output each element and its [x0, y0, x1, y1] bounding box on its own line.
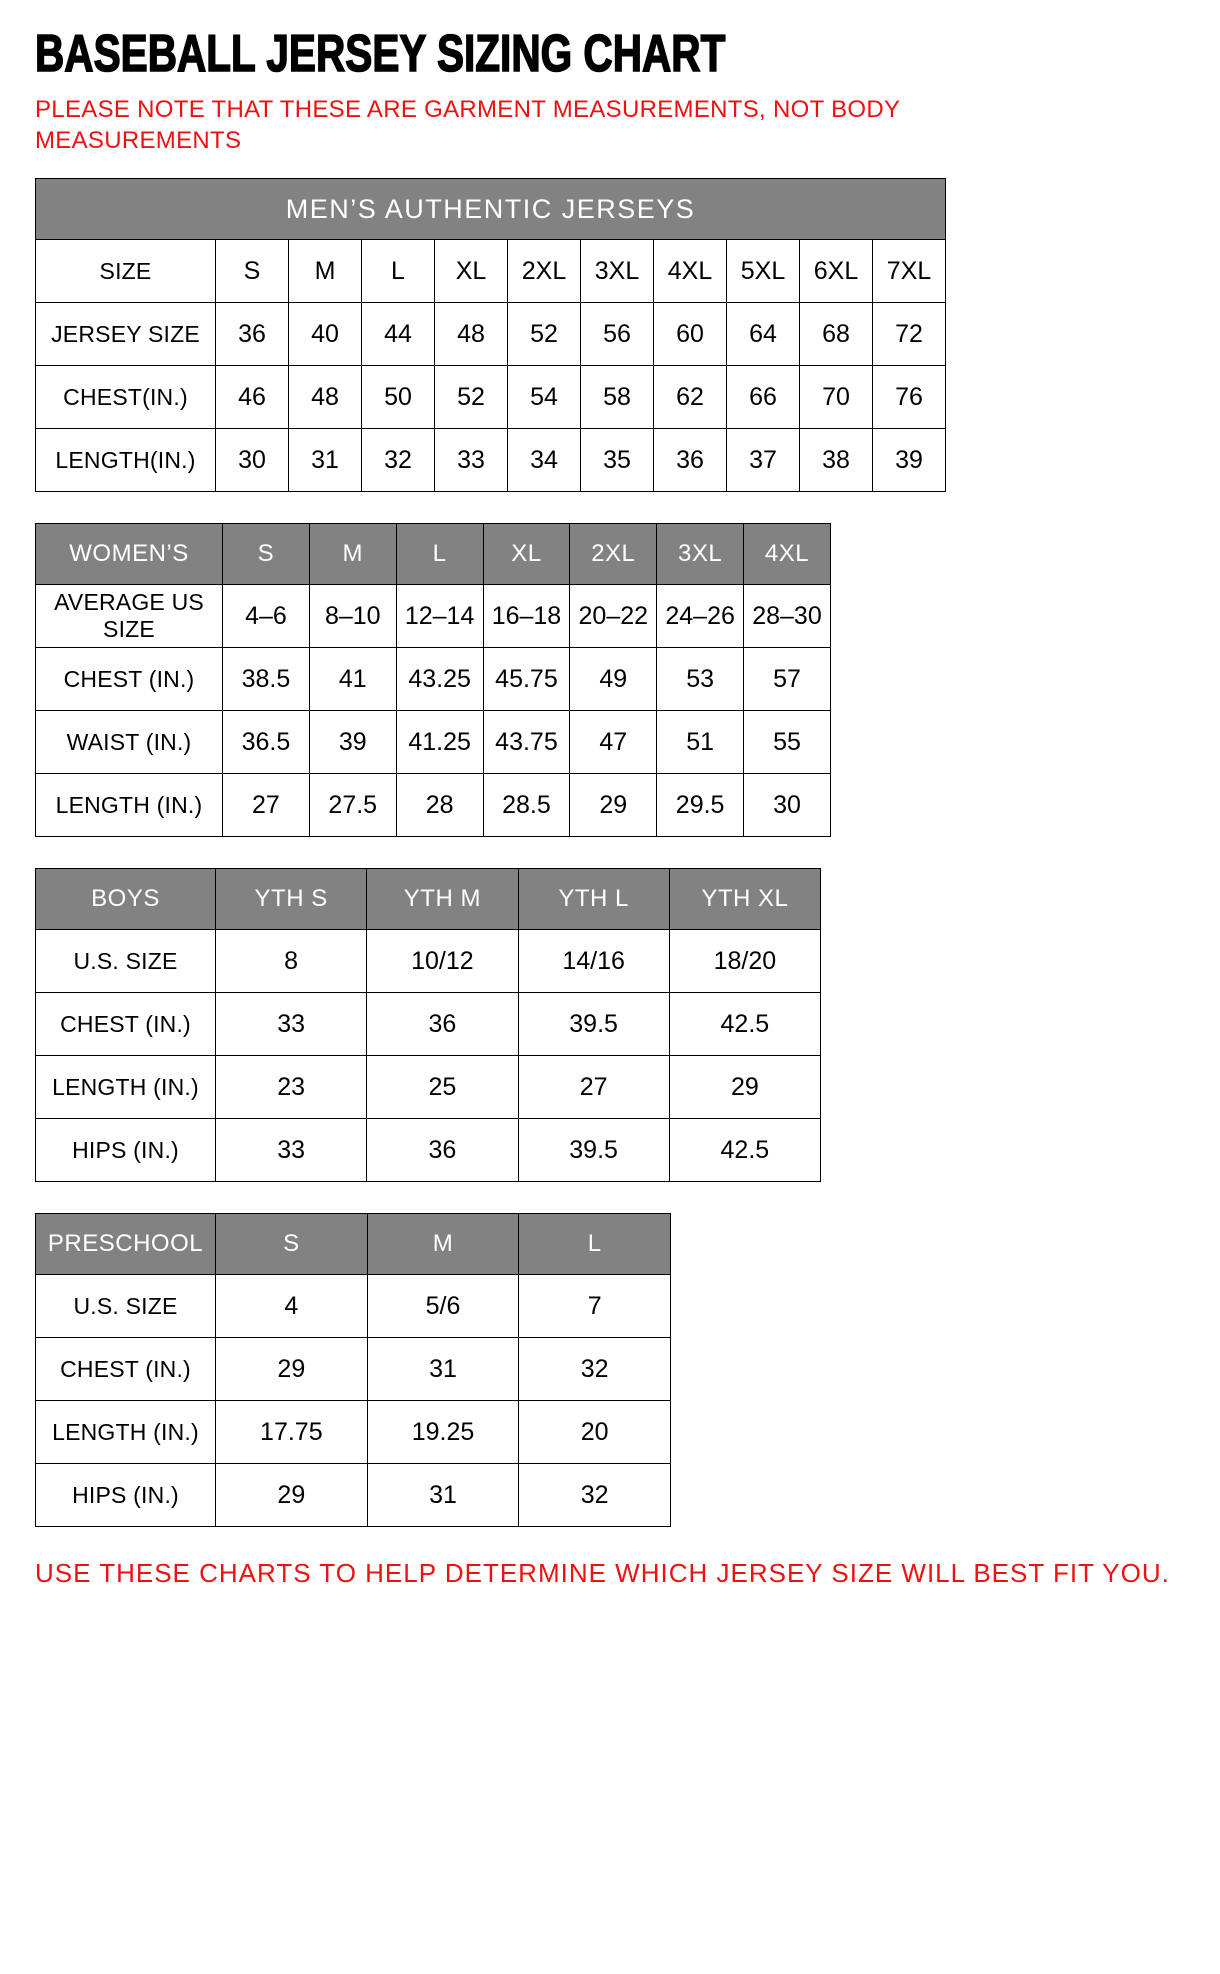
value-cell: 8–10	[309, 585, 396, 648]
header-size-cell: YTH M	[367, 869, 518, 930]
value-cell: 3XL	[581, 240, 654, 303]
table-header-row	[36, 869, 821, 930]
table-title: MEN’S AUTHENTIC JERSEYS	[36, 179, 946, 240]
value-cell: 35	[581, 429, 654, 492]
row-label: WAIST (IN.)	[36, 711, 223, 774]
value-cell: 58	[581, 366, 654, 429]
value-cell: 40	[289, 303, 362, 366]
value-cell: 62	[654, 366, 727, 429]
row-label: LENGTH (IN.)	[36, 1401, 216, 1464]
value-cell: 41.25	[396, 711, 483, 774]
value-cell: 45.75	[483, 648, 570, 711]
value-cell: 52	[508, 303, 581, 366]
mens-authentic-jerseys-table	[35, 178, 946, 492]
header-size-cell: L	[396, 524, 483, 585]
table-row	[36, 1119, 821, 1182]
boys-jerseys-table	[35, 868, 821, 1182]
header-size-cell: S	[216, 1214, 368, 1275]
value-cell: 32	[519, 1464, 671, 1527]
table-row	[36, 303, 946, 366]
value-cell: 20–22	[570, 585, 657, 648]
value-cell: 66	[727, 366, 800, 429]
value-cell: 36.5	[223, 711, 310, 774]
header-label: BOYS	[36, 869, 216, 930]
value-cell: 27.5	[309, 774, 396, 837]
value-cell: 51	[657, 711, 744, 774]
value-cell: 4–6	[223, 585, 310, 648]
value-cell: 52	[435, 366, 508, 429]
value-cell: 27	[223, 774, 310, 837]
table-row	[36, 1275, 671, 1338]
value-cell: 28–30	[744, 585, 831, 648]
value-cell: 7XL	[873, 240, 946, 303]
table-row	[36, 429, 946, 492]
value-cell: 46	[216, 366, 289, 429]
value-cell: 56	[581, 303, 654, 366]
header-label: WOMEN’S	[36, 524, 223, 585]
value-cell: 12–14	[396, 585, 483, 648]
value-cell: 4XL	[654, 240, 727, 303]
value-cell: 36	[367, 993, 518, 1056]
value-cell: 64	[727, 303, 800, 366]
row-label: CHEST(IN.)	[36, 366, 216, 429]
value-cell: XL	[435, 240, 508, 303]
table-row	[36, 930, 821, 993]
header-size-cell: L	[519, 1214, 671, 1275]
sizing-tables-container	[35, 178, 1185, 1527]
value-cell: 36	[216, 303, 289, 366]
value-cell: 8	[216, 930, 367, 993]
value-cell: 39.5	[518, 993, 669, 1056]
value-cell: 60	[654, 303, 727, 366]
value-cell: 33	[216, 993, 367, 1056]
value-cell: 28.5	[483, 774, 570, 837]
table-row	[36, 1401, 671, 1464]
value-cell: 43.75	[483, 711, 570, 774]
header-size-cell: S	[223, 524, 310, 585]
table-row	[36, 1338, 671, 1401]
table-header-row	[36, 524, 831, 585]
value-cell: 19.25	[367, 1401, 519, 1464]
value-cell: 5/6	[367, 1275, 519, 1338]
value-cell: 43.25	[396, 648, 483, 711]
value-cell: 32	[519, 1338, 671, 1401]
header-size-cell: YTH XL	[669, 869, 820, 930]
table-row	[36, 1464, 671, 1527]
table-row	[36, 774, 831, 837]
table-row	[36, 1056, 821, 1119]
value-cell: 4	[216, 1275, 368, 1338]
value-cell: 5XL	[727, 240, 800, 303]
row-label: U.S. SIZE	[36, 930, 216, 993]
value-cell: 29	[669, 1056, 820, 1119]
value-cell: 10/12	[367, 930, 518, 993]
value-cell: 33	[435, 429, 508, 492]
header-size-cell: 3XL	[657, 524, 744, 585]
value-cell: 17.75	[216, 1401, 368, 1464]
value-cell: L	[362, 240, 435, 303]
row-label: LENGTH (IN.)	[36, 1056, 216, 1119]
value-cell: 29	[216, 1464, 368, 1527]
value-cell: 57	[744, 648, 831, 711]
row-label: AVERAGE US SIZE	[36, 585, 223, 648]
value-cell: 48	[289, 366, 362, 429]
table-row	[36, 993, 821, 1056]
header-size-cell: M	[309, 524, 396, 585]
value-cell: 36	[654, 429, 727, 492]
value-cell: 36	[367, 1119, 518, 1182]
table-row	[36, 711, 831, 774]
value-cell: 49	[570, 648, 657, 711]
table-row	[36, 648, 831, 711]
value-cell: 24–26	[657, 585, 744, 648]
value-cell: 37	[727, 429, 800, 492]
value-cell: 25	[367, 1056, 518, 1119]
value-cell: 50	[362, 366, 435, 429]
value-cell: S	[216, 240, 289, 303]
value-cell: 41	[309, 648, 396, 711]
table-row	[36, 366, 946, 429]
value-cell: 7	[519, 1275, 671, 1338]
womens-jerseys-table	[35, 523, 831, 837]
value-cell: 53	[657, 648, 744, 711]
row-label: CHEST (IN.)	[36, 993, 216, 1056]
value-cell: 29.5	[657, 774, 744, 837]
value-cell: 28	[396, 774, 483, 837]
value-cell: 20	[519, 1401, 671, 1464]
value-cell: 32	[362, 429, 435, 492]
value-cell: 29	[570, 774, 657, 837]
value-cell: 31	[367, 1464, 519, 1527]
value-cell: 23	[216, 1056, 367, 1119]
value-cell: 34	[508, 429, 581, 492]
value-cell: 39	[873, 429, 946, 492]
value-cell: 42.5	[669, 1119, 820, 1182]
value-cell: 38	[800, 429, 873, 492]
header-size-cell: YTH L	[518, 869, 669, 930]
value-cell: 44	[362, 303, 435, 366]
header-size-cell: YTH S	[216, 869, 367, 930]
header-size-cell: 4XL	[744, 524, 831, 585]
value-cell: 48	[435, 303, 508, 366]
page-title: BASEBALL JERSEY SIZING CHART	[35, 25, 726, 83]
row-label: SIZE	[36, 240, 216, 303]
table-row	[36, 240, 946, 303]
row-label: CHEST (IN.)	[36, 648, 223, 711]
preschool-jerseys-table	[35, 1213, 671, 1527]
value-cell: 31	[367, 1338, 519, 1401]
row-label: LENGTH (IN.)	[36, 774, 223, 837]
value-cell: 68	[800, 303, 873, 366]
row-label: HIPS (IN.)	[36, 1464, 216, 1527]
value-cell: 70	[800, 366, 873, 429]
value-cell: 33	[216, 1119, 367, 1182]
value-cell: 30	[216, 429, 289, 492]
row-label: JERSEY SIZE	[36, 303, 216, 366]
value-cell: 76	[873, 366, 946, 429]
value-cell: 2XL	[508, 240, 581, 303]
value-cell: 6XL	[800, 240, 873, 303]
value-cell: M	[289, 240, 362, 303]
value-cell: 27	[518, 1056, 669, 1119]
row-label: CHEST (IN.)	[36, 1338, 216, 1401]
header-label: PRESCHOOL	[36, 1214, 216, 1275]
value-cell: 39	[309, 711, 396, 774]
value-cell: 18/20	[669, 930, 820, 993]
value-cell: 42.5	[669, 993, 820, 1056]
value-cell: 14/16	[518, 930, 669, 993]
value-cell: 29	[216, 1338, 368, 1401]
value-cell: 30	[744, 774, 831, 837]
value-cell: 72	[873, 303, 946, 366]
value-cell: 39.5	[518, 1119, 669, 1182]
table-header-row	[36, 1214, 671, 1275]
value-cell: 16–18	[483, 585, 570, 648]
header-size-cell: 2XL	[570, 524, 657, 585]
footer-note: USE THESE CHARTS TO HELP DETERMINE WHICH JERSEY SIZE WILL BEST FIT YOU.	[35, 1558, 1170, 1589]
header-size-cell: M	[367, 1214, 519, 1275]
value-cell: 31	[289, 429, 362, 492]
value-cell: 38.5	[223, 648, 310, 711]
value-cell: 54	[508, 366, 581, 429]
row-label: LENGTH(IN.)	[36, 429, 216, 492]
row-label: HIPS (IN.)	[36, 1119, 216, 1182]
table-banner-row	[36, 179, 946, 240]
row-label: U.S. SIZE	[36, 1275, 216, 1338]
header-size-cell: XL	[483, 524, 570, 585]
value-cell: 55	[744, 711, 831, 774]
value-cell: 47	[570, 711, 657, 774]
table-row	[36, 585, 831, 648]
garment-measurement-note: PLEASE NOTE THAT THESE ARE GARMENT MEASUREMENTS, NOT BODY MEASUREMENTS	[35, 96, 900, 155]
